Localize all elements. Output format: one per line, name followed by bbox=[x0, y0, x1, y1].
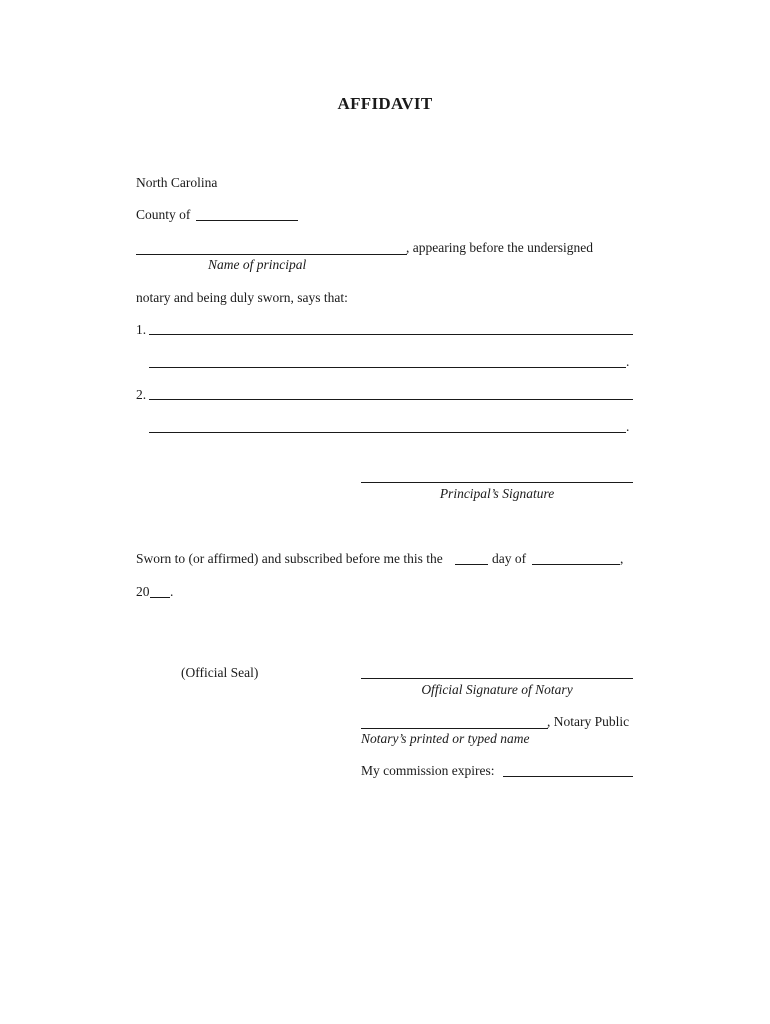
month-comma: , bbox=[620, 551, 624, 566]
item-2-number: 2. bbox=[136, 387, 147, 402]
principal-appearing-text: , appearing before the undersigned bbox=[406, 240, 594, 255]
principal-signature-line[interactable] bbox=[361, 482, 633, 483]
year-blank[interactable] bbox=[150, 597, 170, 598]
item-1-number: 1. bbox=[136, 322, 147, 337]
county-blank[interactable] bbox=[196, 220, 298, 221]
year-prefix: 20 bbox=[136, 584, 150, 599]
state-name: North Carolina bbox=[136, 175, 218, 190]
item-2-line-2[interactable] bbox=[149, 432, 626, 433]
sworn-intro-text: notary and being duly sworn, says that: bbox=[136, 290, 348, 305]
sworn-statement-text: Sworn to (or affirmed) and subscribed before me this the bbox=[136, 551, 443, 566]
item-2-line-1[interactable] bbox=[149, 399, 633, 400]
commission-expires-blank[interactable] bbox=[503, 776, 633, 777]
notary-signature-caption: Official Signature of Notary bbox=[421, 682, 573, 697]
month-blank[interactable] bbox=[532, 564, 620, 565]
day-blank[interactable] bbox=[455, 564, 488, 565]
notary-signature-line[interactable] bbox=[361, 678, 633, 679]
item-2-period: . bbox=[626, 419, 630, 434]
notary-public-text: , Notary Public bbox=[547, 714, 630, 729]
principal-name-caption: Name of principal bbox=[208, 257, 307, 272]
principal-signature-caption: Principal’s Signature bbox=[439, 486, 555, 501]
principal-name-blank[interactable] bbox=[136, 254, 407, 255]
document-title: AFFIDAVIT bbox=[337, 94, 433, 113]
notary-name-caption: Notary’s printed or typed name bbox=[361, 731, 530, 746]
official-seal-label: (Official Seal) bbox=[181, 665, 259, 680]
year-period: . bbox=[170, 584, 174, 599]
day-of-label: day of bbox=[492, 551, 527, 566]
item-1-period: . bbox=[626, 354, 630, 369]
notary-name-blank[interactable] bbox=[361, 728, 548, 729]
county-label: County of bbox=[136, 207, 191, 222]
item-1-line-2[interactable] bbox=[149, 367, 626, 368]
item-1-line-1[interactable] bbox=[149, 334, 633, 335]
commission-expires-label: My commission expires: bbox=[361, 763, 495, 778]
